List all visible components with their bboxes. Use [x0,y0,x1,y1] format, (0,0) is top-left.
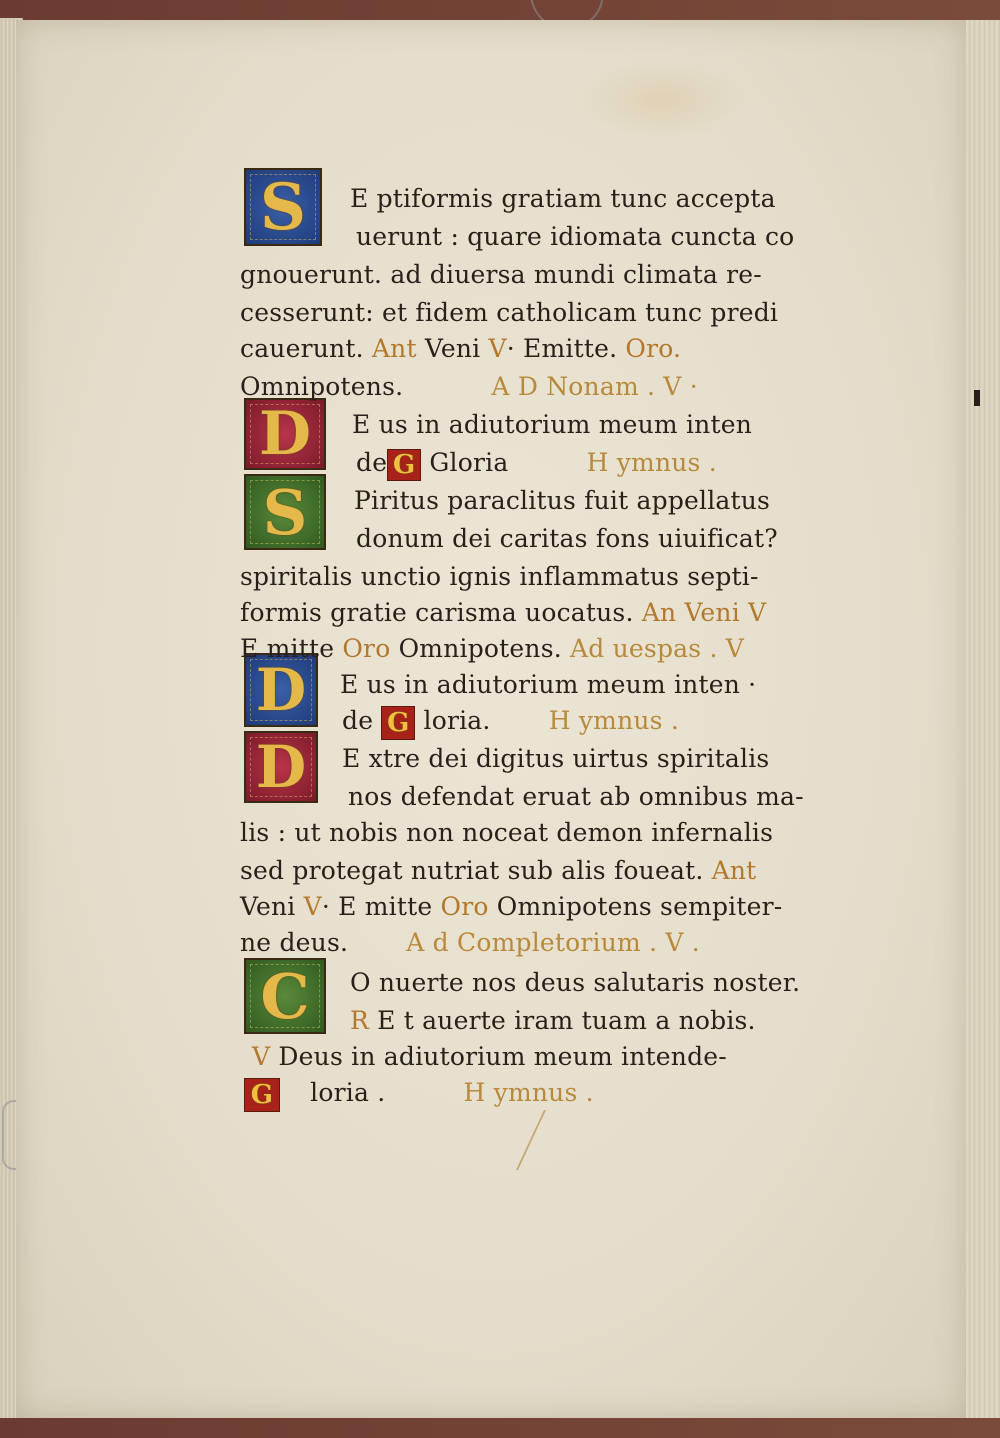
text-line: E us in adiutorium meum inten · [340,670,757,699]
illuminated-initial-d-3: D [244,731,318,803]
text-line: lis : ut nobis non noceat demon infernalis [240,818,774,847]
text-line: Piritus paraclitus fuit appellatus [354,486,771,515]
margin-mark [974,390,980,406]
illuminated-initial-c: C [244,958,326,1034]
rubric-heading: H ymnus . [463,1078,594,1107]
text-line: gnouerunt. ad diuersa mundi climata re- [240,260,762,289]
rubric: Oro [440,892,489,921]
rubric-heading: A D Nonam . V · [491,372,698,401]
rubric-heading: H ymnus . [586,448,717,477]
text-line: uerunt : quare idiomata cuncta co [356,222,795,251]
rubric: Oro [342,634,391,663]
rubric: An Veni V [641,598,767,627]
text-line: nos defendat eruat ab omnibus ma- [348,782,804,811]
text-line: E ptiformis gratiam tunc accepta [350,184,776,213]
rubric: Oro. [625,334,682,363]
rubric: Ant [711,856,757,885]
small-initial-g: G [381,706,415,740]
manuscript-text-block [240,168,825,1118]
rubric-heading: H ymnus . [548,706,680,735]
rubric-heading: A d Completorium . V . [406,928,700,957]
text-line: E mitte Oro Omnipotens. Ad uespas . V [240,634,744,663]
small-initial-g: G [387,449,421,481]
text-line: donum dei caritas fons uiuificat? [356,524,778,553]
rubric: V [303,892,322,921]
text-line: O nuerte nos deus salutaris noster. [350,968,801,997]
illuminated-initial-d-1: D [244,398,326,470]
text-line: V Deus in adiutorium meum intende- [252,1042,727,1071]
text-line: Omnipotens. A D Nonam . V · [240,372,698,401]
rubric: R [350,1006,370,1035]
rubric-heading: Ad uespas . V [570,634,744,663]
small-initial-g: G [244,1078,280,1112]
text-line: Veni V· E mitte Oro Omnipotens sempiter- [240,892,783,921]
text-line: de G loria. H ymnus . [342,706,680,738]
rubric: Ant [371,334,417,363]
text-line: sed protegat nutriat sub alis foueat. Ant [240,856,757,885]
text-line: ne deus. A d Completorium . V . [240,928,700,957]
text-line: E xtre dei digitus uirtus spiritalis [342,744,770,773]
text-line: formis gratie carisma uocatus. An Veni V [240,598,767,627]
text-line: de G Gloria H ymnus . [356,448,717,480]
text-line: G loria . H ymnus . [244,1074,594,1112]
rubric: V [252,1042,271,1071]
text-line: R E t auerte iram tuam a nobis. [350,1006,756,1035]
text-line: E us in adiutorium meum inten [352,410,753,439]
illuminated-initial-d-2: D [244,653,318,727]
text-line: spiritalis unctio ignis inflammatus septi- [240,562,759,591]
illuminated-initial-s-2: S [244,474,326,550]
text-line: cesserunt: et fidem catholicam tunc predi [240,298,779,327]
rubric: V [488,334,507,363]
page-edge-right [963,20,1000,1418]
illuminated-initial-s-1: S [244,168,322,246]
page-stain [576,60,746,140]
text-line: cauerunt. Ant Veni V· Emitte. Oro. [240,334,682,363]
